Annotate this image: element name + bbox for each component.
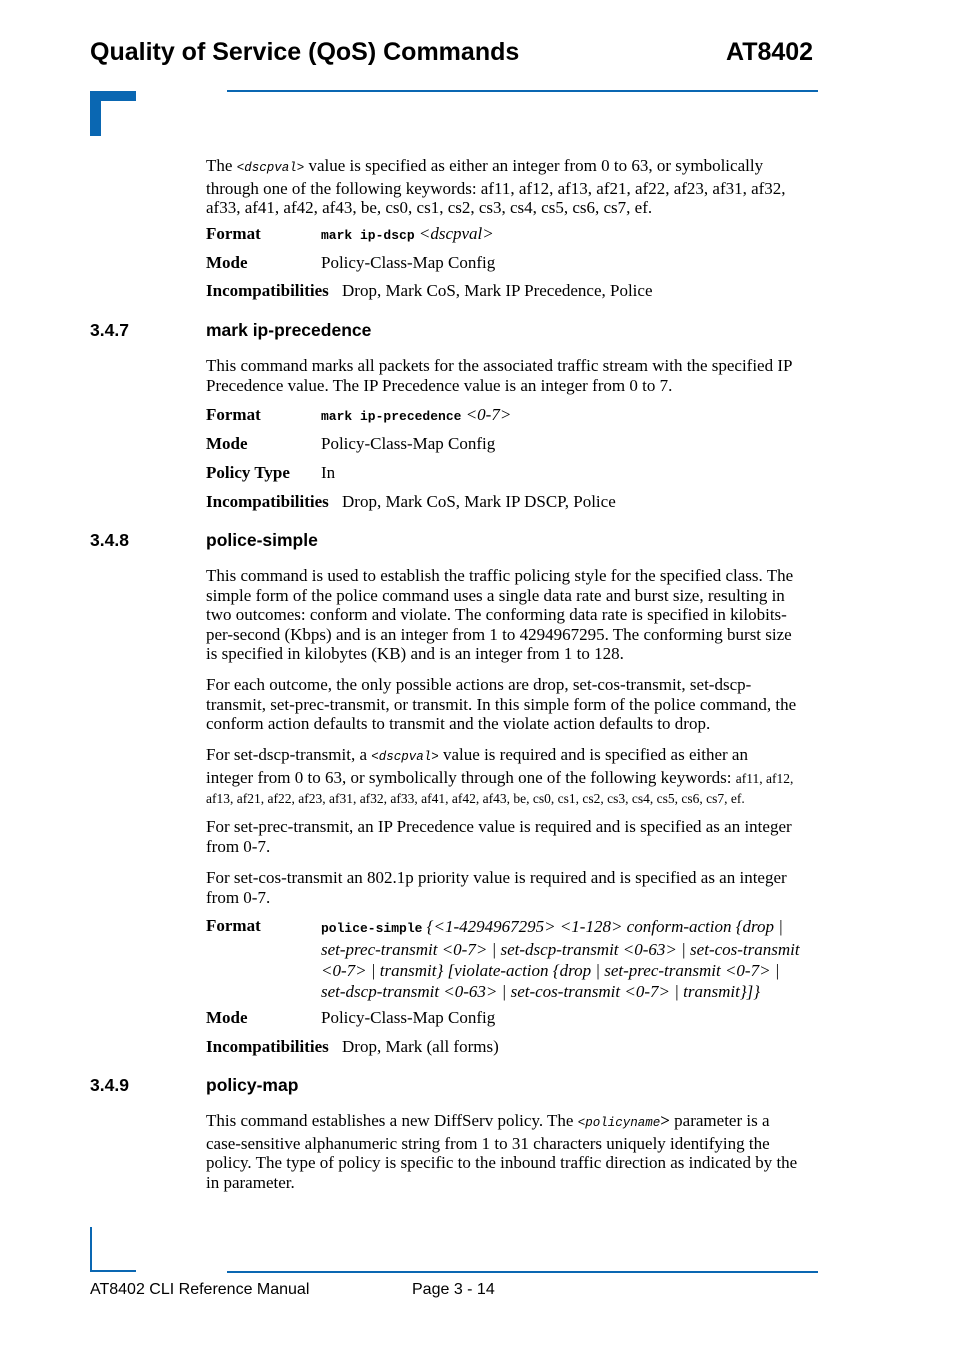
page-header-product: AT8402 bbox=[726, 38, 814, 66]
intro-paragraph: The <dscpval> value is specified as either an integer from 0 to 63, or symbolically through one of the following keywords: af11, af12, af13, af21, af22, af23, af31, af32, af33, af41, af42, af43, be, cs0, cs1, cs2, cs3, cs4, cs5, cs6, cs7, ef. bbox=[206, 156, 786, 217]
section-347-paragraph: This command marks all packets for the associated traffic stream with the specified IP Precedence value. The IP Precedence value is an integer from 0 to 7. bbox=[206, 356, 793, 395]
section-number-349: 3.4.9 bbox=[90, 1075, 129, 1095]
section-348-paragraph-5: For set-cos-transmit an 802.1p priority value is required and is specified as an integer from 0-7. bbox=[206, 868, 787, 907]
inline-code-dscpval: <dscpval> bbox=[236, 161, 305, 175]
section-348-paragraph-3: For set-dscp-transmit, a <dscpval> value is required and is specified as either an integer from 0 to 63, or symbolically through one of the following keywords: af11, af12, af13, af21, af22, af23, af31, af32, af33, af41, af42, af43, be, cs0, cs1, cs2, cs3, cs4, cs5, cs6, cs7, ef. bbox=[206, 745, 794, 806]
footer-corner-horizontal bbox=[90, 1270, 136, 1272]
section-348-paragraph-1: This command is used to establish the traffic policing style for the specified class. The simple form of the police command uses a single data rate and burst size, resulting in two outcomes: conform and violate. The conforming data rate is specified in kilobits- per-second (Kbps) and is an integer from 1 to 4294967295. The conforming burst size is specified in kilobytes (KB) and is an integer from 1 to 128. bbox=[206, 566, 794, 663]
inline-code-policyname: <policyname bbox=[577, 1116, 661, 1130]
corner-mark-vertical bbox=[90, 91, 101, 136]
section-title-348: police-simple bbox=[206, 530, 318, 550]
section-title-349: policy-map bbox=[206, 1075, 299, 1095]
section-title-347: mark ip-precedence bbox=[206, 320, 372, 340]
inline-code-dscpval: <dscpval> bbox=[371, 750, 439, 764]
section-348-paragraph-4: For set-prec-transmit, an IP Precedence value is required and is specified as an integer from 0-7. bbox=[206, 817, 792, 856]
footer-rule bbox=[227, 1271, 818, 1273]
page-header-title: Quality of Service (QoS) Commands bbox=[90, 38, 520, 66]
command-syntax: mark ip-precedence bbox=[321, 409, 462, 424]
section-number-347: 3.4.7 bbox=[90, 320, 129, 340]
header-rule bbox=[227, 90, 818, 92]
section-number-348: 3.4.8 bbox=[90, 530, 129, 550]
section-349-paragraph: This command establishes a new DiffServ policy. The <policyname> parameter is a case-sensitive alphanumeric string from 1 to 31 characters uniquely identifying the policy. The type of policy is specific to the inbound traffic direction as indicated by the in parameter. bbox=[206, 1111, 798, 1192]
command-syntax: police-simple bbox=[321, 921, 423, 936]
footer-corner-vertical bbox=[90, 1227, 92, 1272]
command-syntax: mark ip-dscp bbox=[321, 228, 415, 243]
footer-manual-title: AT8402 CLI Reference Manual bbox=[90, 1281, 310, 1298]
footer-page-number: Page 3 - 14 bbox=[412, 1281, 495, 1298]
section-348-format-syntax: police-simple {<1-4294967295> <1-128> conform-action {drop | set-prec-transmit <0-7> | set-dscp-transmit <0-63> | set-cos-transmit <0-7> | transmit} [violate-action {drop | set-prec-transmit <0-7> | set-dscp-transmit <0-63> | set-cos-transmit <0-7> | transmit}]} bbox=[321, 917, 800, 1001]
section-348-paragraph-2: For each outcome, the only possible actions are drop, set-cos-transmit, set-dscp- transmit, set-prec-transmit, or transmit. In this simple form of the police command, the conform action defaults to transmit and the violate action defaults to drop. bbox=[206, 675, 797, 733]
